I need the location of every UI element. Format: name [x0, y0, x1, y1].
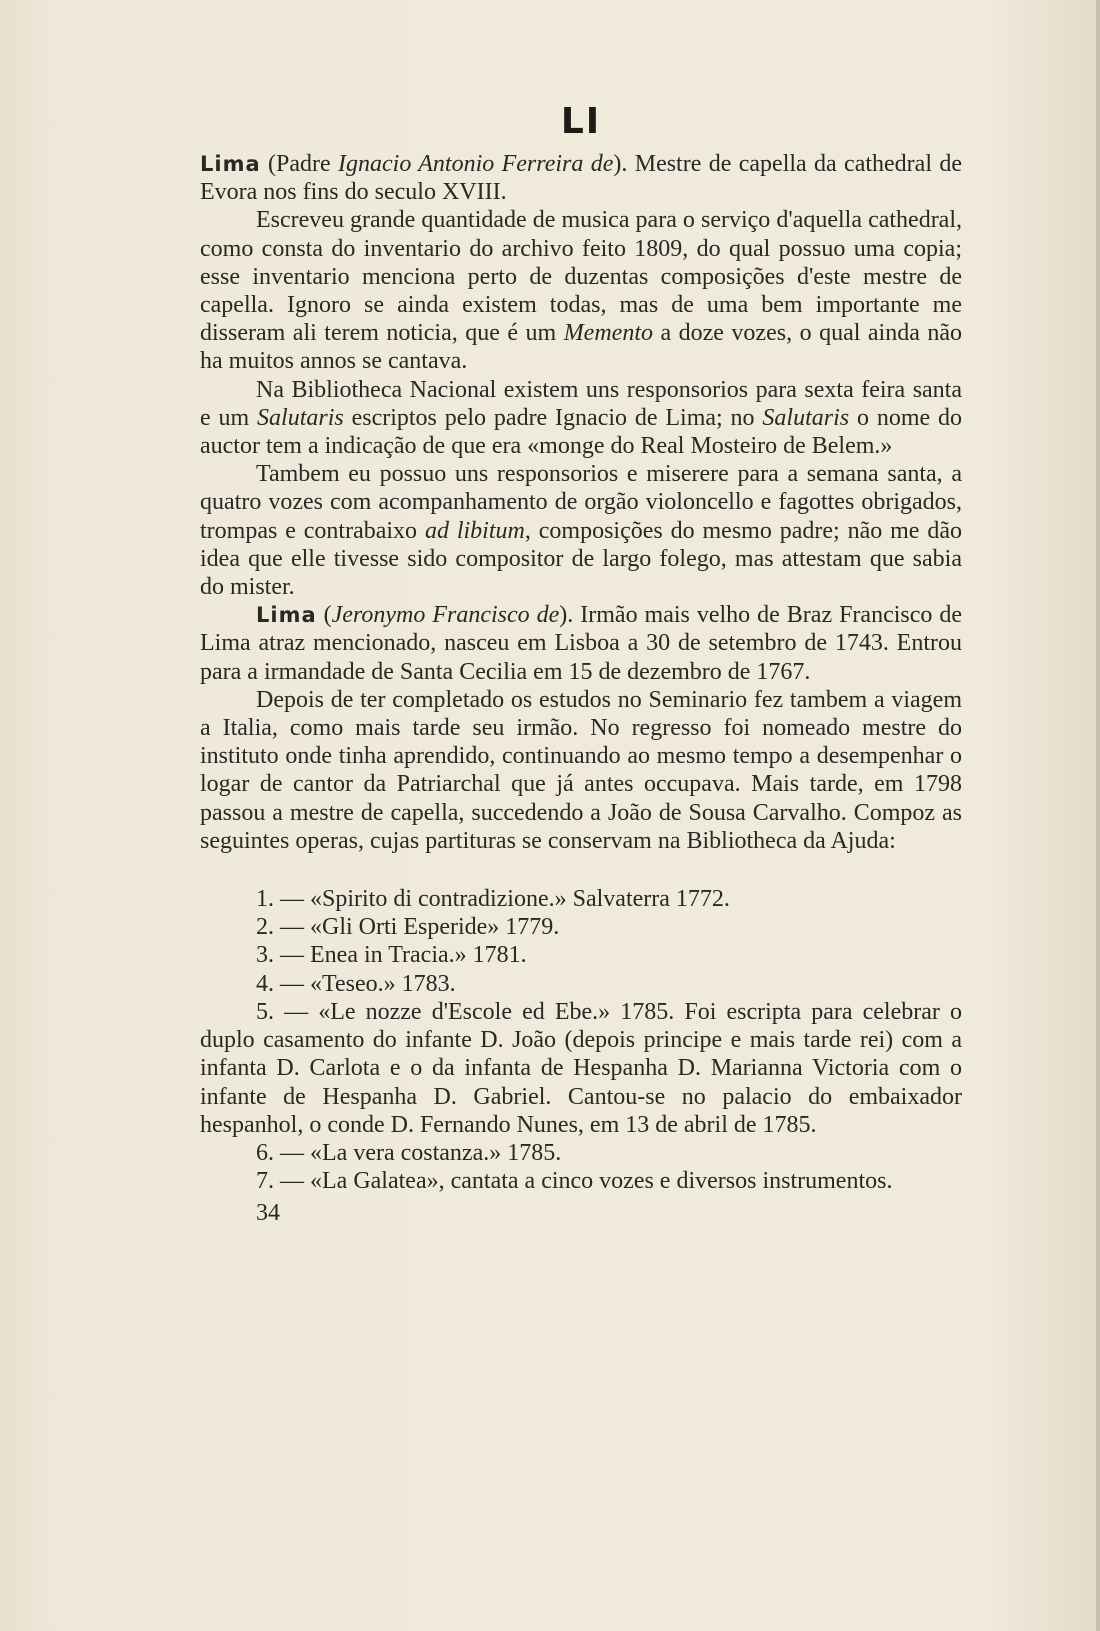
entry2-paragraph-1: Lima (Jeronymo Francisco de). Irmão mais velho de Braz Francisco de Lima atraz mencionado, nasceu em Lisboa a 30 de setembro de 1743. Entrou para a irmandade de Santa Cecilia em 15 de dezembro de 1767. — [200, 602, 963, 685]
entry1-paragraph-2: Escreveu grande quantidade de musica para o serviço d'aquella cathedral, como consta do inventario do archivo feito 1809, do qual possuo uma copia; esse inventario menciona perto de duzentas composições d'este mestre de capella. Ignoro se ainda existem todas, mas de uma bem importante me disseram ali terem noticia, que é um Memento a doze vozes, o qual ainda não ha muitos annos se cantava. — [200, 207, 963, 375]
opera-item-1: 1. — «Spirito di contradizione.» Salvaterra 1772. — [256, 886, 730, 913]
opera-item-4: 4. — «Teseo.» 1783. — [256, 970, 456, 997]
entry2-lemma: Lima — [256, 603, 317, 628]
opera-item-2: 2. — «Gli Orti Esperide» 1779. — [256, 914, 560, 941]
opera-item-5: 5. — «Le nozze d'Escole ed Ebe.» 1785. Foi escripta para celebrar o duplo casamento do infante D. João (depois principe e mais tarde rei) com a infanta D. Carlota e o da infanta de Hespanha D. Marianna Victoria com o infante de Hespanha D. Gabriel. Cantou-se no palacio do embaixador hespanhol, o conde D. Fernando Nunes, em 13 de abril de 1785. — [200, 998, 962, 1138]
page-number: 34 — [256, 1200, 280, 1227]
opera-item-7: 7. — «La Galatea», cantata a cinco vozes e diversos instrumentos. — [256, 1168, 893, 1195]
text-block — [200, 100, 962, 1228]
entry2-paragraph-2: Depois de ter completado os estudos no Seminario fez tambem a viagem a Italia, como mais tarde seu irmão. No regresso foi nomeado mestre do instituto onde tinha aprendido, continuando ao mesmo tempo a desempenhar o logar de cantor da Patriarchal que já antes occupava. Mais tarde, em 1798 passou a mestre de capella, succedendo a João de Sousa Carvalho. Compoz as seguintes operas, cujas partituras se conservam na Bibliotheca da Ajuda: — [200, 686, 962, 854]
page-edge — [1096, 0, 1100, 1631]
spacer — [200, 855, 962, 885]
opera-item-3: 3. — Enea in Tracia.» 1781. — [256, 942, 527, 969]
entry1-lemma: Lima — [200, 152, 261, 176]
opera-item-6: 6. — «La vera costanza.» 1785. — [256, 1139, 562, 1166]
running-header: LI — [560, 101, 602, 142]
entry1-paragraph-4: Tambem eu possuo uns responsorios e miserere para a semana santa, a quatro vozes com acompanhamento de orgão violoncello e fagottes obrigados, trompas e contrabaixo ad libitum, composições do mesmo padre; não me dão idea que elle tivesse sido compositor de largo folego, mas attestam que sabia do mister. — [200, 461, 963, 601]
entry1-paragraph-1: Lima (Padre Ignacio Antonio Ferreira de). Mestre de capella da cathedral de Evora nos fins do seculo XVIII. — [200, 151, 962, 206]
entry1-paragraph-3: Na Bibliotheca Nacional existem uns responsorios para sexta feira santa e um Salutaris escriptos pelo padre Ignacio de Lima; no Salutaris o nome do auctor tem a indicação de que era «monge do Real Mosteiro de Belem.» — [200, 376, 962, 460]
opera-list — [200, 885, 962, 1195]
